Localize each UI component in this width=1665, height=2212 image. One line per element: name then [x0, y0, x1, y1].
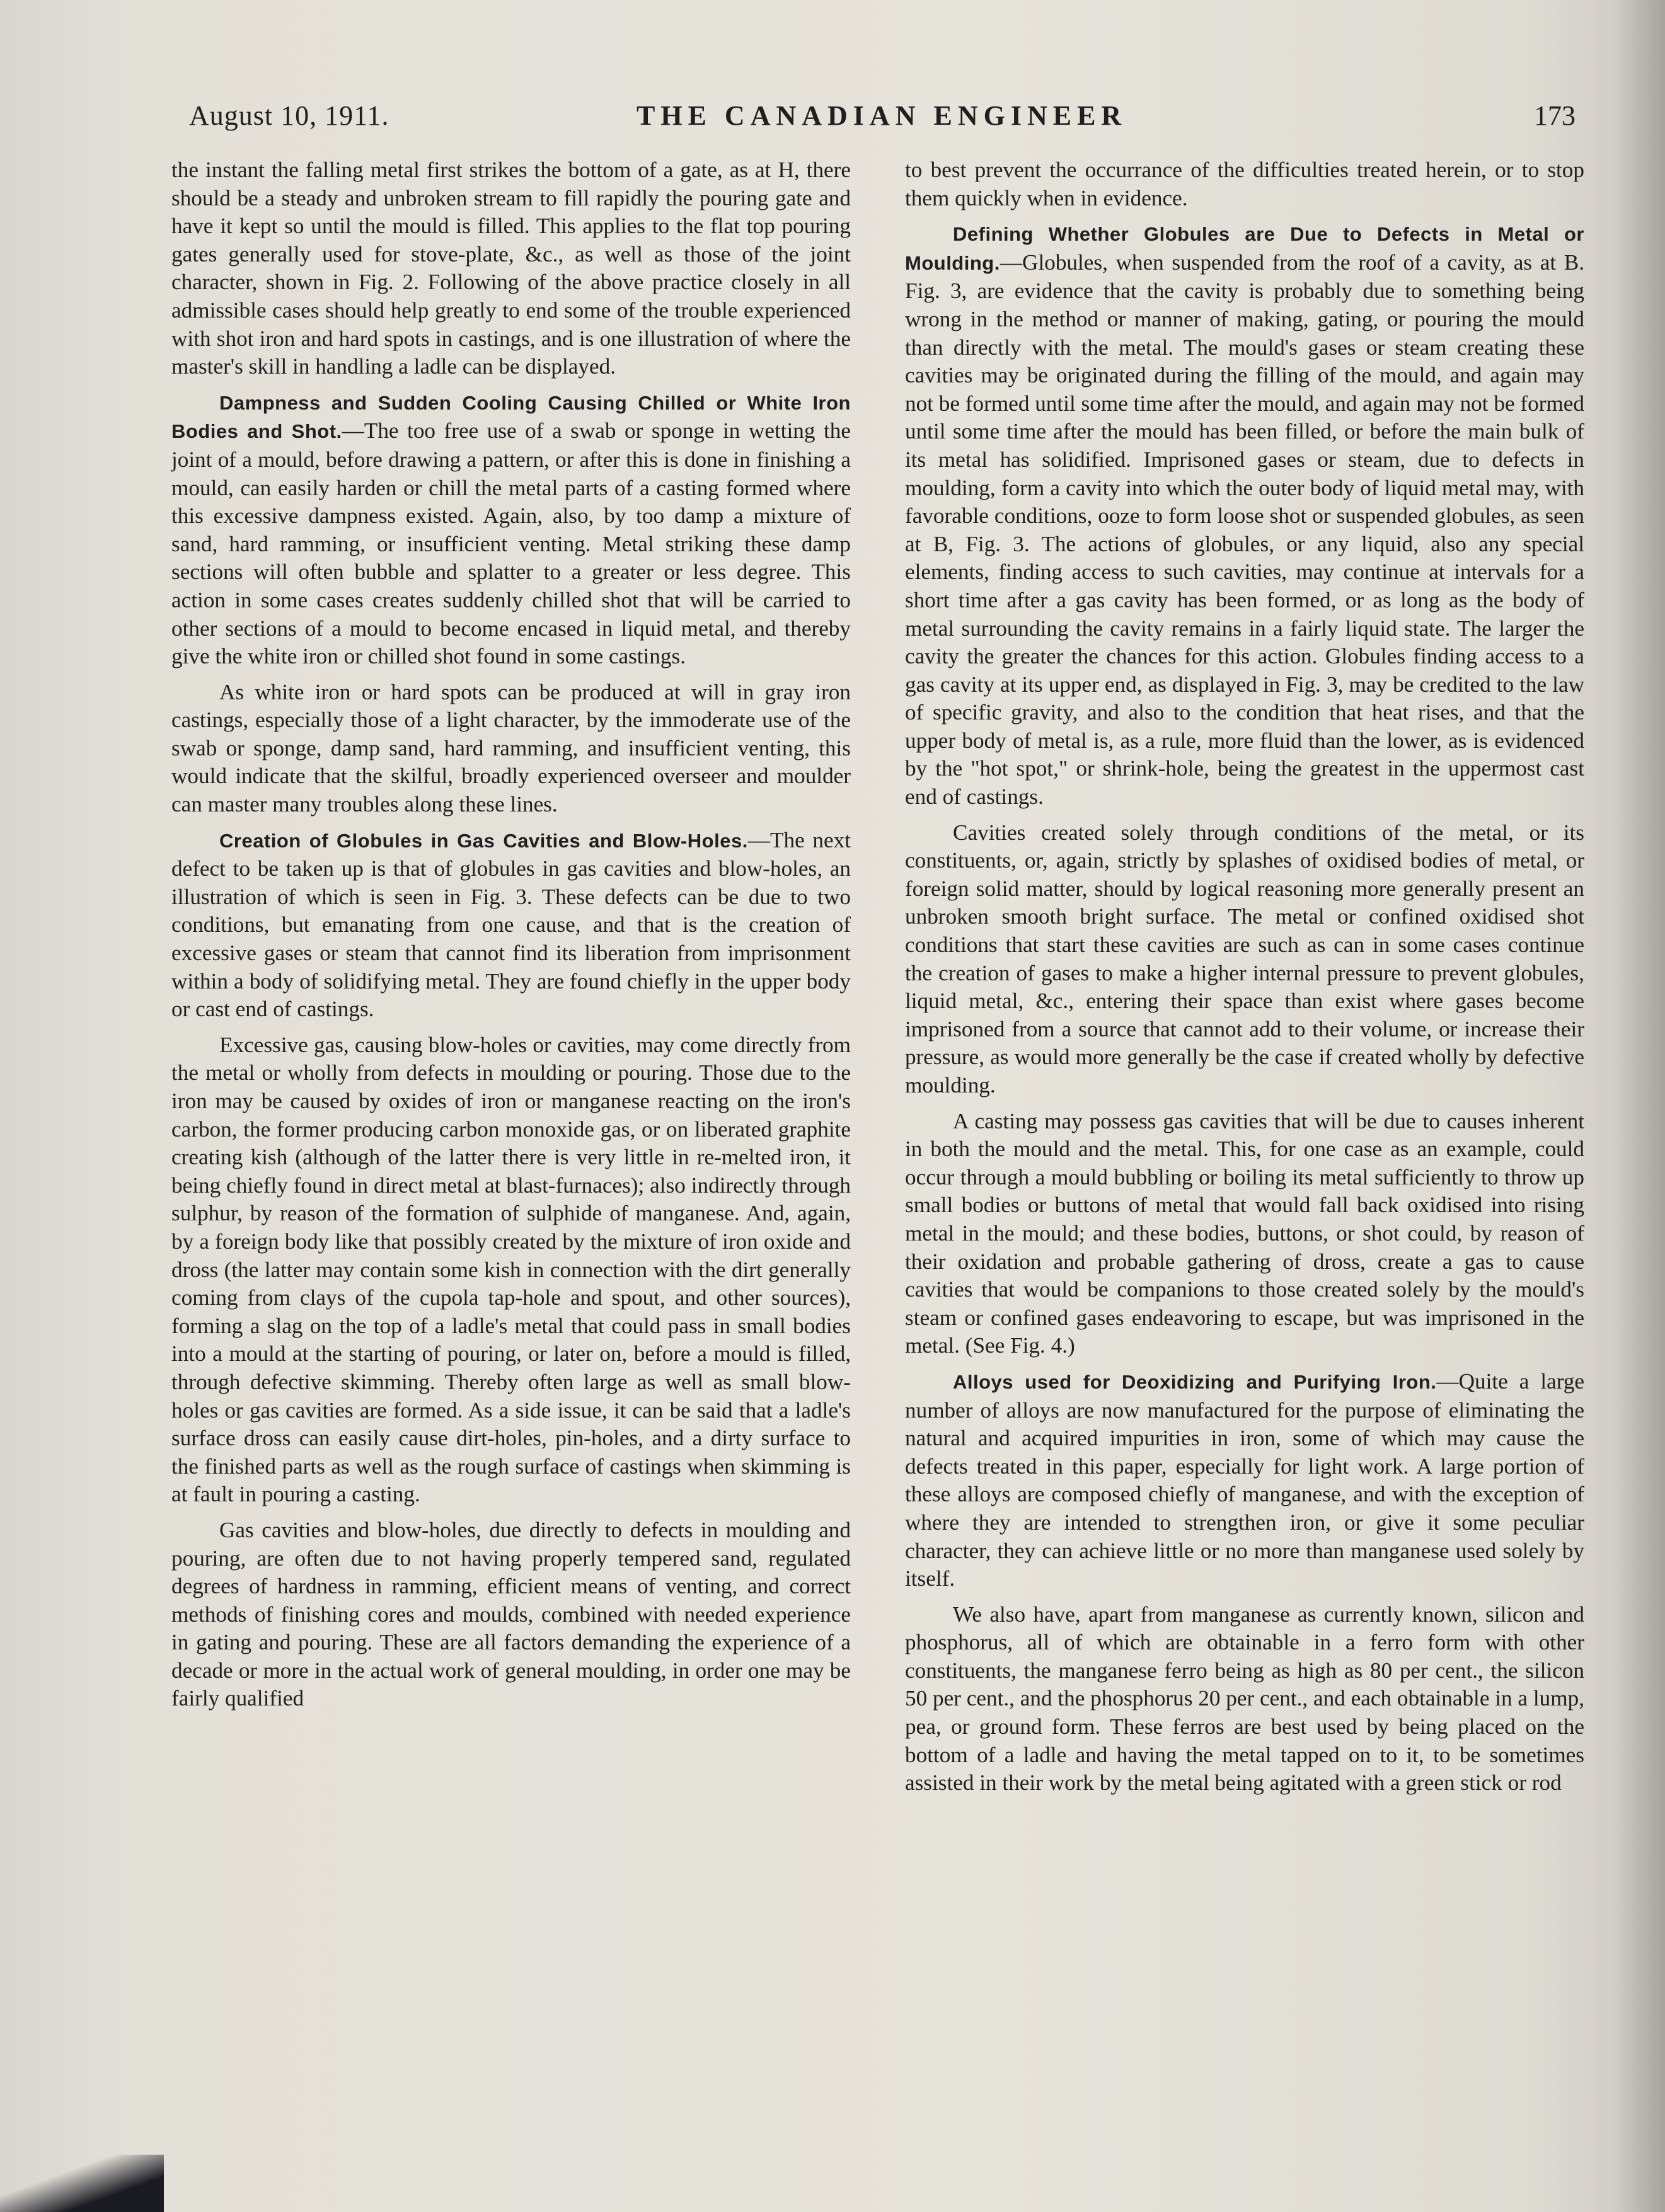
em-dash: — [342, 418, 364, 444]
paragraph: Excessive gas, causing blow-holes or cavities, may come directly from the metal or wholly from defects in moulding or pouring. Those due to the iron may be caused by oxides of iron or manganese reacting on the iron's carbon, the former producing carbon monoxide gas, or on liberated graphite creating kish (although of the latter there is very little in re-melted iron, it being chiefly found in direct metal at blast-furnaces); also indirectly through sulphur, by reason of the formation of sulphide of manganese. And, again, by a foreign body like that possibly created by the mixture of iron oxide and dross (the latter may contain some kish in connection with the dirt generally coming from clays of the cupola tap-hole and spout, and other sources), forming a slag on the top of a ladle's metal that could pass in small bodies into a mould at the starting of pouring, or later on, before a mould is filled, through defective skimming. Thereby often large as well as small blow-holes or gas cavities are formed. As a side issue, it can be said that a ladle's surface dross can easily cause dirt-holes, pin-holes, and a dirty surface to the finished parts as well as the rough surface of castings when skimming is at fault in pouring a casting. [171, 1032, 851, 1507]
section-heading: Dampness and Sudden Cooling Causing Chilled or White Iron Bodies and Shot. [171, 391, 851, 443]
binding-shadow [1613, 0, 1665, 2212]
paragraph: Cavities created solely through conditions of the metal, or its constituents, or, again, strictly by splashes of oxidised bodies of metal, or foreign solid matter, should by logical reasoning more generally present an unbroken smooth bright surface. The metal or confined oxidised shot conditions that start these cavities are such as can in some cases continue the creation of gases to make a higher internal pressure to prevent globules, liquid metal, &c., entering their space than exist where gases become imprisoned from a source that cannot add to their volume, or increase their pressure, as would more generally be the case if created wholly by defective moulding. [905, 820, 1584, 1097]
em-dash: — [1436, 1368, 1459, 1394]
paragraph: As white iron or hard spots can be produced at will in gray iron castings, especially those of a light character, by the immoderate use of the swab or sponge, damp sand, hard ramming, and insufficient venting, this would indicate that the skilful, broadly experienced overseer and moulder can master many troubles along these lines. [171, 679, 851, 817]
paragraph-text: The too free use of a swab or sponge in wetting the joint of a mould, before drawing a pattern, or after this is done in finishing a mould, can easily harden or chill the metal parts of a casting formed where this excessive dampness existed. Again, also, by too damp a mixture of sand, hard ramming, or insufficient venting. Metal striking these damp sections will often bubble and splatter to a greater or less degree. This action in some cases creates suddenly chilled shot that will be carried to other sections of a mould to become encased in liquid metal, and thereby give the white iron or chilled shot found in some castings. [171, 418, 851, 669]
section-heading: Defining Whether Globules are Due to Defects in Metal or Moulding. [905, 223, 1584, 274]
paragraph: Gas cavities and blow-holes, due directly to defects in moulding and pouring, are often due to not having properly tempered sand, regulated degrees of hardness in ramming, efficient means of venting, and correct methods of finishing cores and moulds, combined with needed experience in gating and pouring. These are all factors demanding the experience of a decade or more in the actual work of general moulding, in order one may be fairly qualified [171, 1517, 851, 1711]
page-number: 173 [1534, 100, 1576, 131]
section-heading: Creation of Globules in Gas Cavities and Blow-Holes. [219, 829, 748, 852]
paragraph-text: The next defect to be taken up is that of globules in gas cavities and blow-holes, an illustration of which is seen in Fig. 3. These defects can be due to two conditions, but emanating from one cause, and that is the creation of excessive gases or steam that cannot find its liberation from imprisonment within a body of solidifying metal. They are found chiefly in the upper body or cast end of castings. [171, 827, 851, 1022]
right-column [905, 156, 1584, 1805]
paragraph: to best prevent the occurrance of the difficulties treated herein, or to stop them quickly when in evidence. [905, 158, 1584, 210]
section-paragraph [905, 220, 1584, 811]
section-paragraph [171, 389, 851, 671]
paragraph-text: Quite a large number of alloys are now manufactured for the purpose of eliminating the natural and acquired impurities in iron, some of which may cause the defects treated in this paper, especially for light work. A large portion of these alloys are composed chiefly of manganese, and with the exception of where they are intended to strengthen iron, or give it some peculiar character, they can achieve little or no more than manganese used solely by itself. [905, 1368, 1585, 1591]
paragraph-text: Globules, when suspended from the roof of a cavity, as at B. Fig. 3, are evidence that the cavity is probably due to something being wrong in the method or manner of making, gating, or pouring the mould than directly with the metal. The mould's gases or steam creating these cavities may be originated during the filling of the mould, and again may not be formed until some time after the mould, and again may not be formed until some time after the mould has been filled, or before the main bulk of its metal has solidified. Imprisoned gases or steam, due to defects in moulding, form a cavity into which the outer body of liquid metal may, with favorable conditions, ooze to form loose shot or suspended globules, as seen at B, Fig. 3. The actions of globules, or any liquid, also any special elements, finding access to such cavities, may continue at intervals for a short time after a gas cavity has been formed, or as long as the body of metal surrounding the cavity remains in a fairly liquid state. The larger the cavity the greater the chances for this action. Globules finding access to a gas cavity at its upper end, as displayed in Fig. 3, may be credited to the law of specific gravity, and also to the condition that heat rises, and that the upper body of metal is, as a rule, more fluid than the lower, as is evidenced by the "hot spot," or shrink-hole, being the greatest in the uppermost cast end of castings. [905, 249, 1584, 810]
issue-date: August 10, 1911. [189, 100, 389, 131]
paragraph: We also have, apart from manganese as currently known, silicon and phosphorus, all of which are obtainable in a ferro form with other constituents, the manganese ferro being as high as 80 per cent., the silicon 50 per cent., and the phosphorus 20 per cent., and each obtainable in a lump, pea, or ground form. These ferros are best used by being placed on the bottom of a ladle and having the metal tapped on to it, to be sometimes assisted in their work by the metal being agitated with a green stick or rod [905, 1602, 1584, 1796]
section-paragraph [905, 1368, 1584, 1593]
scan-corner-shadow [0, 2155, 164, 2212]
em-dash: — [1000, 249, 1023, 275]
running-header [189, 100, 1576, 137]
section-paragraph [171, 827, 851, 1024]
paragraph: A casting may possess gas cavities that will be due to causes inherent in both the mould and the metal. This, for one case as an example, could occur through a mould bubbling or boiling its metal sufficiently to throw up small bodies or buttons of metal that would fall back oxidised into rising metal in the mould; and these bodies, buttons, or shot could, by reason of their oxidation and probable gathering of dross, create a gas to cause cavities that would be companions to those created solely by the mould's steam or confined gases endeavoring to escape, but was imprisoned in the metal. (See Fig. 4.) [905, 1108, 1584, 1358]
journal-title: THE CANADIAN ENGINEER [637, 100, 1127, 131]
left-column [171, 156, 851, 1721]
em-dash: — [747, 827, 770, 852]
paragraph: the instant the falling metal first strikes the bottom of a gate, as at H, there should be a steady and unbroken stream to fill rapidly the pouring gate and have it kept so until the mould is filled. This applies to the flat top pouring gates generally used for stove-plate, &c., as well as those of the joint character, shown in Fig. 2. Following of the above practice closely in all admissible cases should help greatly to end some of the trouble experienced with shot iron and hard spots in castings, and is one illustration of where the master's skill in handling a ladle can be displayed. [171, 158, 851, 379]
section-heading: Alloys used for Deoxidizing and Purifying Iron. [953, 1370, 1437, 1393]
